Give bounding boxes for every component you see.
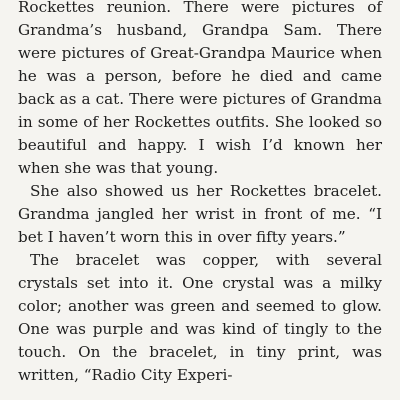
paragraph-2: She also showed us her Rockettes bracelet. Grandma jangled her wrist in front of me. “I bet I haven’t worn this in over fifty years.” [18,182,382,246]
paragraph-3: The bracelet was copper, with several crystals set into it. One crystal was a milky color; another was green and seemed to glow. One was purple and was kind of tingly to the touch. On the bracelet, in tiny print, was written, “Radio City Experi- [18,251,382,384]
paragraph-1: Rockettes reunion. There were pictures of Grandma’s husband, Grandpa Sam. There were pictures of Great-Grandpa Maurice when he was a person, before he died and came back as a cat. There were pictures of Grandma in some of her Rockettes outfits. She looked so beautiful and happy. I wish I’d known her when she was that young. [18,0,382,177]
page-text [18,0,382,387]
